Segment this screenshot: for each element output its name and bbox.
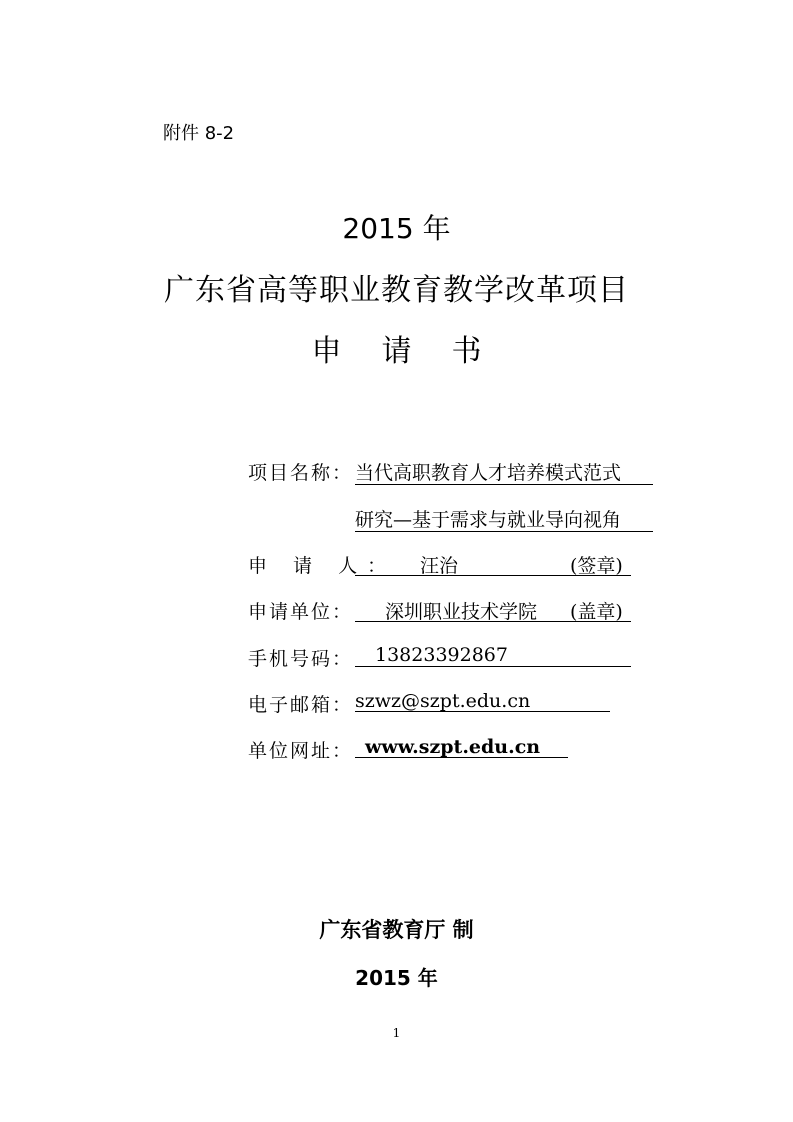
project-name-line2: 研究—基于需求与就业导向视角: [355, 509, 622, 531]
title-year: 2015 年: [342, 212, 451, 245]
phone-value: 13823392867: [375, 644, 508, 666]
attachment-label: 附件 8-2: [163, 123, 235, 144]
project-name-underline2: [355, 531, 653, 532]
unit-seal-note: (盖章): [570, 601, 623, 623]
email-value: szwz@szpt.edu.cn: [355, 690, 531, 712]
project-name-label: 项目名称：: [248, 462, 354, 484]
email-underline: [355, 711, 610, 712]
unit-underline: [355, 621, 631, 622]
phone-underline: [355, 666, 631, 667]
page-number: 1: [392, 1026, 401, 1040]
website-value: www.szpt.edu.cn: [365, 736, 541, 758]
applicant-value: 汪治: [420, 555, 459, 577]
applicant-sign-note: (签章): [570, 555, 623, 577]
unit-label: 申请单位：: [248, 601, 354, 623]
website-label: 单位网址：: [248, 740, 354, 762]
project-name-underline1: [355, 484, 653, 485]
website-underline: [355, 757, 568, 758]
document-type-title: 申请书: [311, 334, 522, 369]
footer-year: 2015 年: [355, 966, 438, 990]
page-title: 广东省高等职业教育教学改革项目: [164, 273, 629, 308]
project-name-line1: 当代高职教育人才培养模式范式: [355, 462, 622, 484]
phone-label: 手机号码：: [248, 648, 354, 670]
unit-value: 深圳职业技术学院: [385, 601, 538, 623]
issuing-authority: 广东省教育厅 制: [319, 918, 474, 942]
email-label: 电子邮箱：: [248, 694, 354, 716]
applicant-underline: [355, 575, 631, 576]
applicant-label: 申 请 人：: [248, 555, 397, 577]
